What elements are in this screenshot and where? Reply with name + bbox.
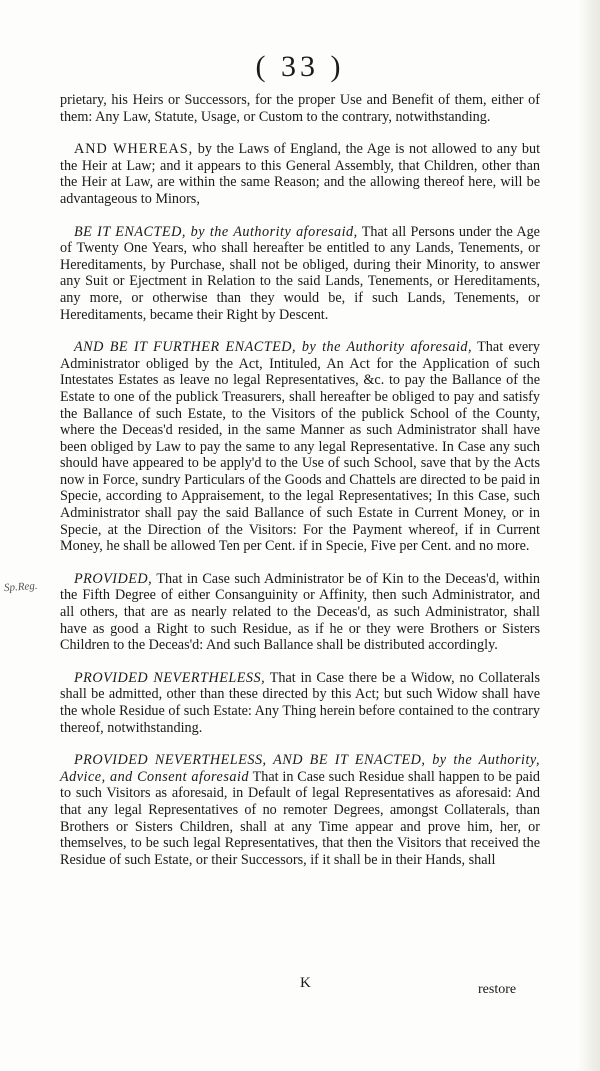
paragraph [60, 339, 540, 555]
paragraph-text: prietary, his Heirs or Successors, for the proper Use and Benefit of them, either of them: Any Law, Statute, Usage, or Custom to the contrary, notwithstanding. [60, 92, 540, 125]
paragraph [60, 571, 540, 654]
paragraph [60, 752, 540, 868]
paragraph-lead: PROVIDED NEVERTHELESS, AND BE IT ENACTED, by the Authority, Advice, and Consent aforesaid [60, 752, 540, 785]
paragraph [60, 141, 540, 207]
paragraph-text: That in Case such Administrator be of Kin to the Deceas'd, within the Fifth Degree of either Consanguinity or Affinity, then such Administrator, and all others, that are as nearly related to the Deceas'd, as such Administrator, shall have as good a Right to such Residue, as if he or they were Brothers or Sisters Children to the Deceas'd: And such Ballance shall be distributed accordingly. [60, 570, 541, 654]
paragraph-lead: PROVIDED, [74, 570, 153, 587]
body-text [60, 92, 540, 884]
paragraph-text: That in Case such Residue shall happen to be paid to such Visitors as aforesaid, in Default of legal Representatives as aforesaid: And that any legal Representatives of no remoter Degrees, amongst Collaterals, than Brothers or Sisters Children, shall at any Time appear and prove him, her, or themselves, to be such legal Representatives, that then the Visitors that received the Residue of such Estate, or their Successors, if it shall be in their Hands, shall [60, 768, 540, 868]
paragraph-lead: AND WHEREAS, [74, 141, 194, 158]
paragraph-text: That all Persons under the Age of Twenty One Years, who shall hereafter be entitled to any Lands, Tenements, or Hereditaments, by Purchase, shall not be obliged, during their Minority, to answer any Suit or Ejectment in Relation to the said Lands, Tenements, or Hereditaments, any more, or otherwise than they would be, if such Lands, Tenements, or Hereditaments, became their Right by Descent. [60, 223, 540, 323]
signature-mark: K [300, 975, 311, 991]
paragraph-lead: BE IT ENACTED, by the Authority aforesaid, [74, 223, 358, 240]
paragraph-text: That in Case there be a Widow, no Collaterals shall be admitted, other than these directed by this Act; but such Widow shall have the whole Residue of such Estate: Any Thing herein before contained to the contrary thereof, notwithstanding. [60, 669, 540, 736]
paragraph-text: by the Laws of England, the Age is not allowed to any but the Heir at Law; and it appears to this General Assembly, that Children, other than the Heir at Law, are within the same Reason; and the allowing thereof here, will be advantageous to Minors, [60, 141, 541, 207]
paragraph-text: That every Administrator obliged by the Act, Intituled, An Act for the Application of such Intestates Estates as leave no legal Representatives, &c. to pay the Ballance of the Estate to one of the publick Treasurers, shall hereafter be obliged to pay and satisfy the Ballance of such Estate, to the Visitors of the publick School of the County, where the Deceas'd resided, in the same Manner as such Administrator shall have been obliged by Law to pay the same to any legal Representative. In Case any such should have appeared to be apply'd to the Use of such School, save that by the Acts now in Force, sundry Particulars of the Goods and Chattels are directed to be paid in Specie, according to Appraisement, to the legal Representatives; In this Case, such Administrator shall pay the said Ballance of such Estate in Current Money, or in Specie, at the Direction of the Visitors: For the Payment whereof, if in Current Money, he shall be allowed Ten per Cent. if in Specie, Five per Cent. and no more. [60, 339, 540, 555]
paragraph-lead: PROVIDED NEVERTHELESS, [74, 669, 266, 686]
page-number: ( 33 ) [255, 50, 345, 83]
paragraph [60, 670, 540, 736]
paragraph-lead: AND BE IT FURTHER ENACTED, by the Authority aforesaid, [74, 339, 473, 356]
page-edge-shadow [578, 0, 600, 1071]
paragraph [60, 92, 540, 125]
paragraph [60, 224, 540, 324]
margin-annotation: Sp.Reg. [3, 579, 38, 595]
catchword: restore [478, 982, 517, 997]
